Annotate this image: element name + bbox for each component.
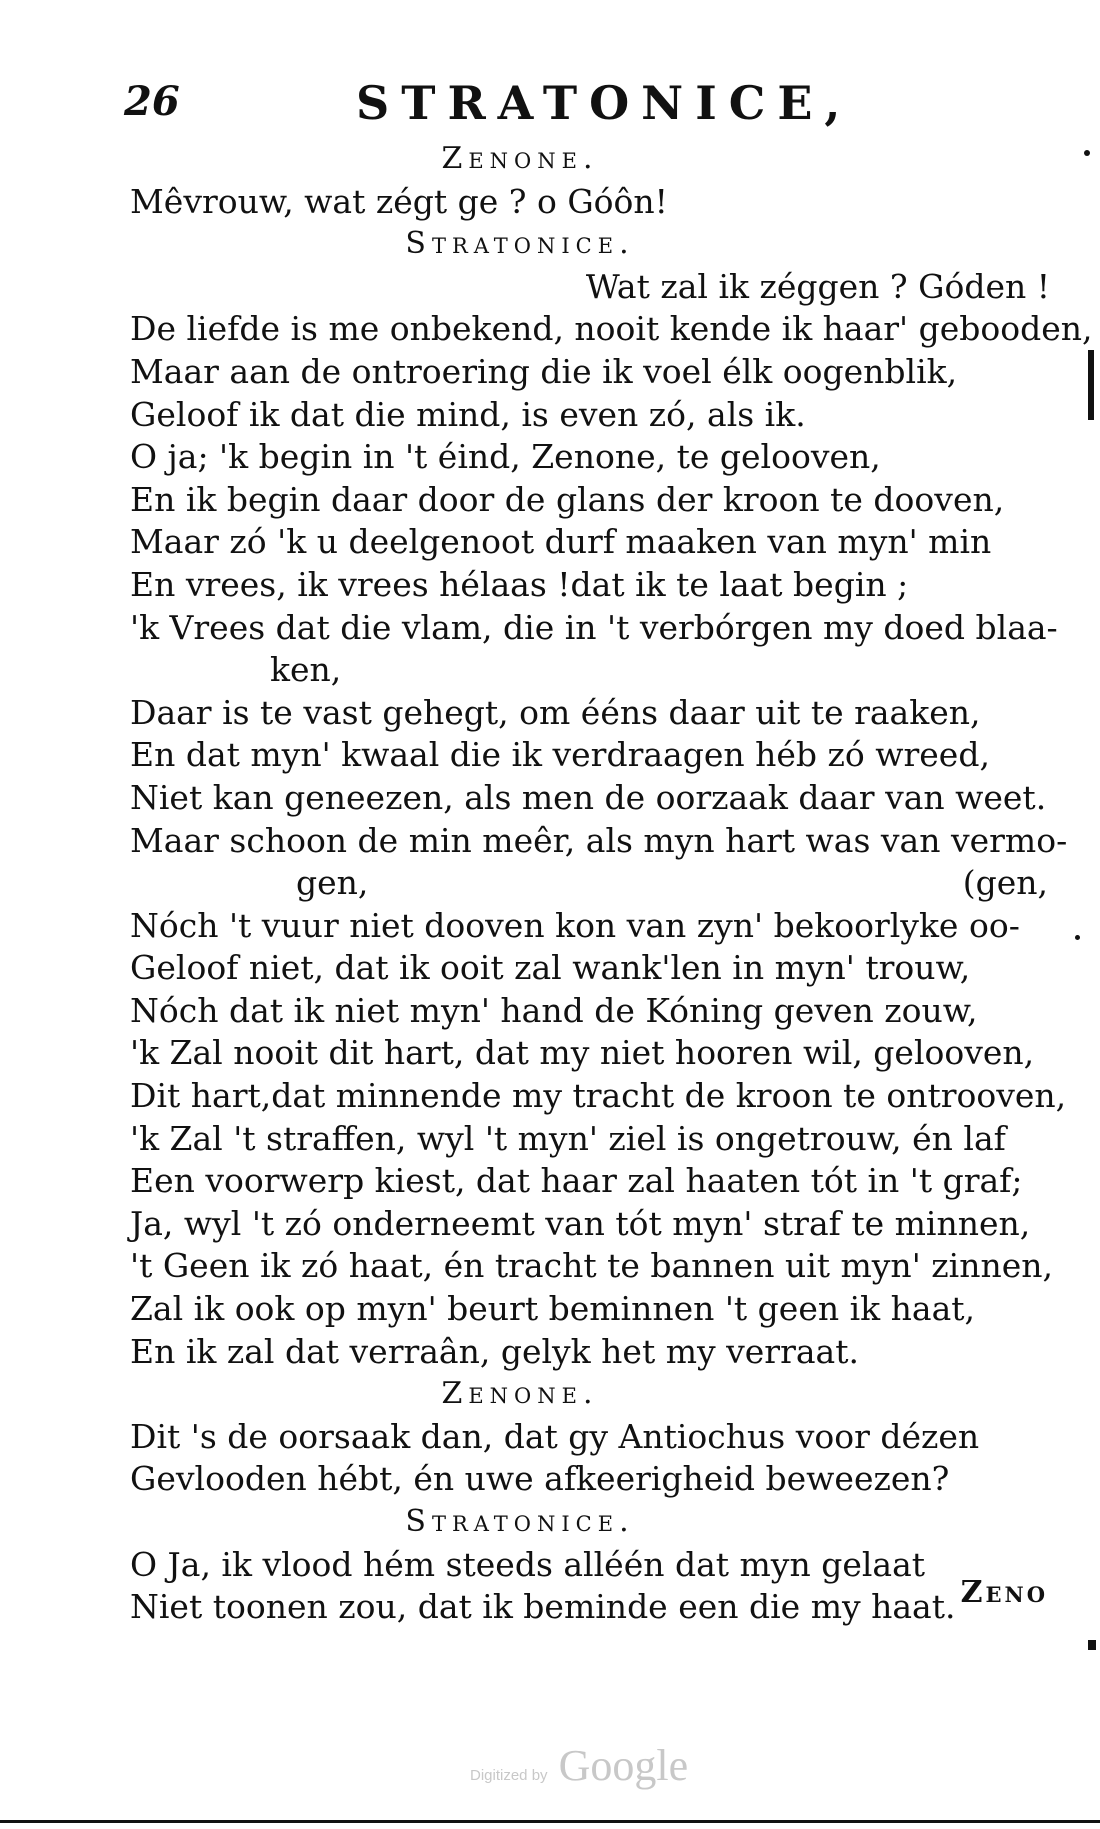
page-header xyxy=(124,78,864,138)
verse-line: Ja, wyl 't zó onderneemt van tót myn' straf te minnen, xyxy=(130,1203,1031,1243)
verse-line: Maar zó 'k u deelgenoot durf maaken van myn' min xyxy=(130,522,992,562)
verse-line: 'k Zal 't straffen, wyl 't myn' ziel is ongetrouw, én laf xyxy=(130,1118,1006,1158)
verse-line-continuation: ken, xyxy=(270,650,342,690)
verse-line: Geloof ik dat die mind, is even zó, als ik. xyxy=(130,394,806,434)
verse-line: Geloof niet, dat ik ooit zal wank'len in myn' trouw, xyxy=(130,948,971,988)
verse-line: Daar is te vast gehegt, om ééns daar uit te raaken, xyxy=(130,692,981,732)
verse-line: Zal ik ook op myn' beurt beminnen 't geen ik haat, xyxy=(130,1289,975,1329)
watermark-brand: Google xyxy=(558,1741,689,1790)
scan-edge-mark xyxy=(1075,935,1080,940)
running-title: STRATONICE, xyxy=(356,76,853,130)
speaker-name: Stratonice. xyxy=(405,1504,635,1539)
verse-line: Wat zal ik zéggen ? Góden ! xyxy=(585,266,1050,306)
verse-line: Gevlooden hébt, én uwe afkeerigheid beweezen? xyxy=(130,1459,950,1499)
verse-line: En ik begin daar door de glans der kroon te dooven, xyxy=(130,479,1005,519)
verse-line: Een voorwerp kiest, dat haar zal haaten tót in 't graf; xyxy=(130,1161,1023,1201)
verse-line-turnover: (gen, xyxy=(962,863,1048,903)
verse-line: En dat myn' kwaal die ik verdraagen héb zó wreed, xyxy=(130,735,990,775)
catchword: Zeno xyxy=(960,1575,1048,1610)
scan-edge-mark xyxy=(1088,1640,1096,1650)
verse-line: O ja; 'k begin in 't éind, Zenone, te gelooven, xyxy=(130,437,881,477)
digitization-watermark xyxy=(470,1740,688,1791)
verse-line: 't Geen ik zó haat, én tracht te bannen uit myn' zinnen, xyxy=(130,1246,1053,1286)
verse-line: Niet kan geneezen, als men de oorzaak daar van weet. xyxy=(130,777,1047,817)
speaker-name: Zenone. xyxy=(441,1376,599,1412)
verse-line: Mêvrouw, wat zégt ge ? o Góôn! xyxy=(130,181,668,221)
verse-line-continuation: gen, xyxy=(296,863,369,903)
speaker-name: Stratonice. xyxy=(405,226,635,262)
scan-edge-mark xyxy=(1088,350,1094,420)
scan-edge-mark xyxy=(0,1820,1100,1823)
verse-line: 'k Vrees dat die vlam, die in 't verbórgen my doed blaa- xyxy=(130,607,1058,647)
scan-edge-mark xyxy=(1084,150,1090,156)
verse-line: Maar aan de ontroering die ik voel élk oogenblik, xyxy=(130,351,958,391)
verse-line: En ik zal dat verraân, gelyk het my verraat. xyxy=(130,1331,859,1371)
verse-line: Nóch dat ik niet myn' hand de Kóning geven zouw, xyxy=(130,990,978,1030)
verse-line: Niet toonen zou, dat ik beminde een die my haat. xyxy=(130,1587,956,1627)
verse-line: De liefde is me onbekend, nooit kende ik haar' gebooden, xyxy=(130,309,1093,349)
verse-line: Dit 's de oorsaak dan, dat gy Antiochus voor dézen xyxy=(130,1416,980,1456)
watermark-prefix: Digitized by xyxy=(470,1767,548,1784)
verse-line-split xyxy=(130,862,1048,905)
verse-text-block xyxy=(130,138,1093,1629)
verse-line: Maar schoon de min meêr, als myn hart was van vermo- xyxy=(130,820,1068,860)
speaker-name: Zenone. xyxy=(441,141,599,176)
verse-line: En vrees, ik vrees hélaas !dat ik te laat begin ; xyxy=(130,564,909,604)
verse-line: Nóch 't vuur niet dooven kon van zyn' bekoorlyke oo- xyxy=(130,905,1020,945)
page-number: 26 xyxy=(124,78,180,125)
verse-line: 'k Zal nooit dit hart, dat my niet hooren wil, gelooven, xyxy=(130,1033,1035,1073)
verse-line: Dit hart,dat minnende my tracht de kroon te ontrooven, xyxy=(130,1076,1067,1116)
verse-line: O Ja, ik vlood hém steeds alléén dat myn gelaat xyxy=(130,1544,926,1584)
